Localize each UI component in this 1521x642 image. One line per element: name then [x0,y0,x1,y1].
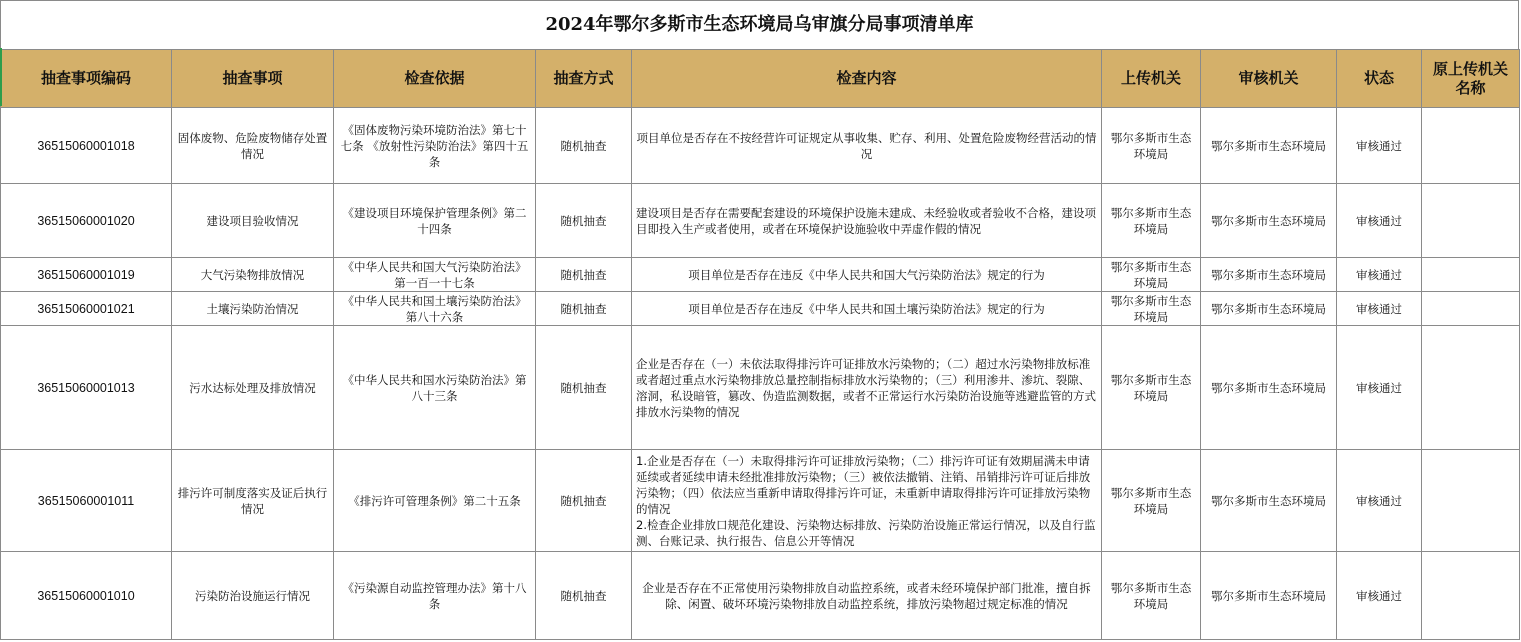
cell-reviewer[interactable]: 鄂尔多斯市生态环境局 [1201,258,1337,292]
cell-content[interactable]: 企业是否存在不正常使用污染物排放自动监控系统，或者未经环境保护部门批准，擅自拆除、闲置、破坏环境污染物排放自动监控系统，排放污染物超过规定标准的情况 [632,552,1102,640]
cell-content[interactable]: 1.企业是否存在（一）未取得排污许可证排放污染物；（二）排污许可证有效期届满未申请延续或者延续申请未经批准排放污染物；（三）被依法撤销、注销、吊销排污许可证后排放污染物；（四）依法应当重新申请取得排污许可证，未重新申请取得排污许可证排放污染物的情况 2.检查企业排放口规范化建设、污染物达标排放、污染防治设施正常运行情况，以及自行监测、台账记录、执行报告、信息公开等情况 [632,450,1102,552]
cell-item[interactable]: 污染防治设施运行情况 [172,552,334,640]
cell-item[interactable]: 排污许可制度落实及证后执行情况 [172,450,334,552]
cell-uploader[interactable]: 鄂尔多斯市生态环境局 [1102,450,1201,552]
cell-status[interactable]: 审核通过 [1337,258,1422,292]
cell-uploader[interactable]: 鄂尔多斯市生态环境局 [1102,108,1201,184]
table-row [1,450,1520,552]
cell-content[interactable]: 建设项目是否存在需要配套建设的环境保护设施未建成、未经验收或者验收不合格，建设项目即投入生产或者使用，或者在环境保护设施验收中弄虚作假的情况 [632,184,1102,258]
table-row [1,184,1520,258]
cell-uploader[interactable]: 鄂尔多斯市生态环境局 [1102,326,1201,450]
cell-original-uploader[interactable] [1422,326,1520,450]
cell-original-uploader[interactable] [1422,450,1520,552]
cell-code[interactable]: 36515060001018 [1,108,172,184]
cell-reviewer[interactable]: 鄂尔多斯市生态环境局 [1201,326,1337,450]
cell-basis[interactable]: 《中华人民共和国大气污染防治法》第一百一十七条 [334,258,536,292]
cell-code[interactable]: 36515060001013 [1,326,172,450]
header-row [1,50,1520,108]
inspection-items-table [0,49,1520,640]
cell-status[interactable]: 审核通过 [1337,326,1422,450]
cell-basis[interactable]: 《建设项目环境保护管理条例》第二十四条 [334,184,536,258]
cell-content[interactable]: 企业是否存在（一）未依法取得排污许可证排放水污染物的；（二）超过水污染物排放标准或者超过重点水污染物排放总量控制指标排放水污染物的；（三）利用渗井、渗坑、裂隙、溶洞，私设暗管，篡改、伪造监测数据，或者不正常运行水污染防治设施等逃避监管的方式排放水污染物的情况 [632,326,1102,450]
table-row [1,108,1520,184]
cell-method[interactable]: 随机抽查 [536,258,632,292]
cell-method[interactable]: 随机抽查 [536,108,632,184]
cell-reviewer[interactable]: 鄂尔多斯市生态环境局 [1201,108,1337,184]
table-row [1,258,1520,292]
cell-reviewer[interactable]: 鄂尔多斯市生态环境局 [1201,292,1337,326]
header-original-uploader[interactable]: 原上传机关名称 [1422,50,1520,108]
cell-original-uploader[interactable] [1422,258,1520,292]
cell-status[interactable]: 审核通过 [1337,450,1422,552]
cell-method[interactable]: 随机抽查 [536,450,632,552]
table-row [1,552,1520,640]
cell-reviewer[interactable]: 鄂尔多斯市生态环境局 [1201,552,1337,640]
cell-original-uploader[interactable] [1422,184,1520,258]
cell-status[interactable]: 审核通过 [1337,184,1422,258]
cell-status[interactable]: 审核通过 [1337,292,1422,326]
cell-reviewer[interactable]: 鄂尔多斯市生态环境局 [1201,450,1337,552]
header-basis[interactable]: 检查依据 [334,50,536,108]
cell-code[interactable]: 36515060001021 [1,292,172,326]
sheet-title: 2024年鄂尔多斯市生态环境局乌审旗分局事项清单库 [0,0,1519,49]
cell-item[interactable]: 固体废物、危险废物储存处置情况 [172,108,334,184]
header-code[interactable]: 抽查事项编码 [1,50,172,108]
cell-basis[interactable]: 《固体废物污染环境防治法》第七十七条 《放射性污染防治法》第四十五条 [334,108,536,184]
cell-item[interactable]: 土壤污染防治情况 [172,292,334,326]
cell-item[interactable]: 污水达标处理及排放情况 [172,326,334,450]
cell-status[interactable]: 审核通过 [1337,552,1422,640]
header-method[interactable]: 抽查方式 [536,50,632,108]
cell-content[interactable]: 项目单位是否存在违反《中华人民共和国土壤污染防治法》规定的行为 [632,292,1102,326]
cell-uploader[interactable]: 鄂尔多斯市生态环境局 [1102,292,1201,326]
cell-method[interactable]: 随机抽查 [536,326,632,450]
cell-basis[interactable]: 《排污许可管理条例》第二十五条 [334,450,536,552]
cell-code[interactable]: 36515060001020 [1,184,172,258]
header-reviewer[interactable]: 审核机关 [1201,50,1337,108]
cell-status[interactable]: 审核通过 [1337,108,1422,184]
cell-uploader[interactable]: 鄂尔多斯市生态环境局 [1102,258,1201,292]
header-item[interactable]: 抽查事项 [172,50,334,108]
cell-method[interactable]: 随机抽查 [536,292,632,326]
table-row [1,292,1520,326]
cell-item[interactable]: 大气污染物排放情况 [172,258,334,292]
cell-content[interactable]: 项目单位是否存在不按经营许可证规定从事收集、贮存、利用、处置危险废物经营活动的情况 [632,108,1102,184]
cell-code[interactable]: 36515060001019 [1,258,172,292]
cell-content[interactable]: 项目单位是否存在违反《中华人民共和国大气污染防治法》规定的行为 [632,258,1102,292]
cell-uploader[interactable]: 鄂尔多斯市生态环境局 [1102,184,1201,258]
cell-basis[interactable]: 《中华人民共和国土壤污染防治法》第八十六条 [334,292,536,326]
header-content[interactable]: 检查内容 [632,50,1102,108]
cell-item[interactable]: 建设项目验收情况 [172,184,334,258]
cell-original-uploader[interactable] [1422,292,1520,326]
cell-original-uploader[interactable] [1422,552,1520,640]
cell-uploader[interactable]: 鄂尔多斯市生态环境局 [1102,552,1201,640]
cell-method[interactable]: 随机抽查 [536,552,632,640]
row-selection-accent [0,48,2,106]
header-status[interactable]: 状态 [1337,50,1422,108]
header-uploader[interactable]: 上传机关 [1102,50,1201,108]
cell-basis[interactable]: 《中华人民共和国水污染防治法》第八十三条 [334,326,536,450]
cell-code[interactable]: 36515060001010 [1,552,172,640]
cell-method[interactable]: 随机抽查 [536,184,632,258]
cell-reviewer[interactable]: 鄂尔多斯市生态环境局 [1201,184,1337,258]
cell-basis[interactable]: 《污染源自动监控管理办法》第十八条 [334,552,536,640]
cell-original-uploader[interactable] [1422,108,1520,184]
table-row [1,326,1520,450]
cell-code[interactable]: 36515060001011 [1,450,172,552]
